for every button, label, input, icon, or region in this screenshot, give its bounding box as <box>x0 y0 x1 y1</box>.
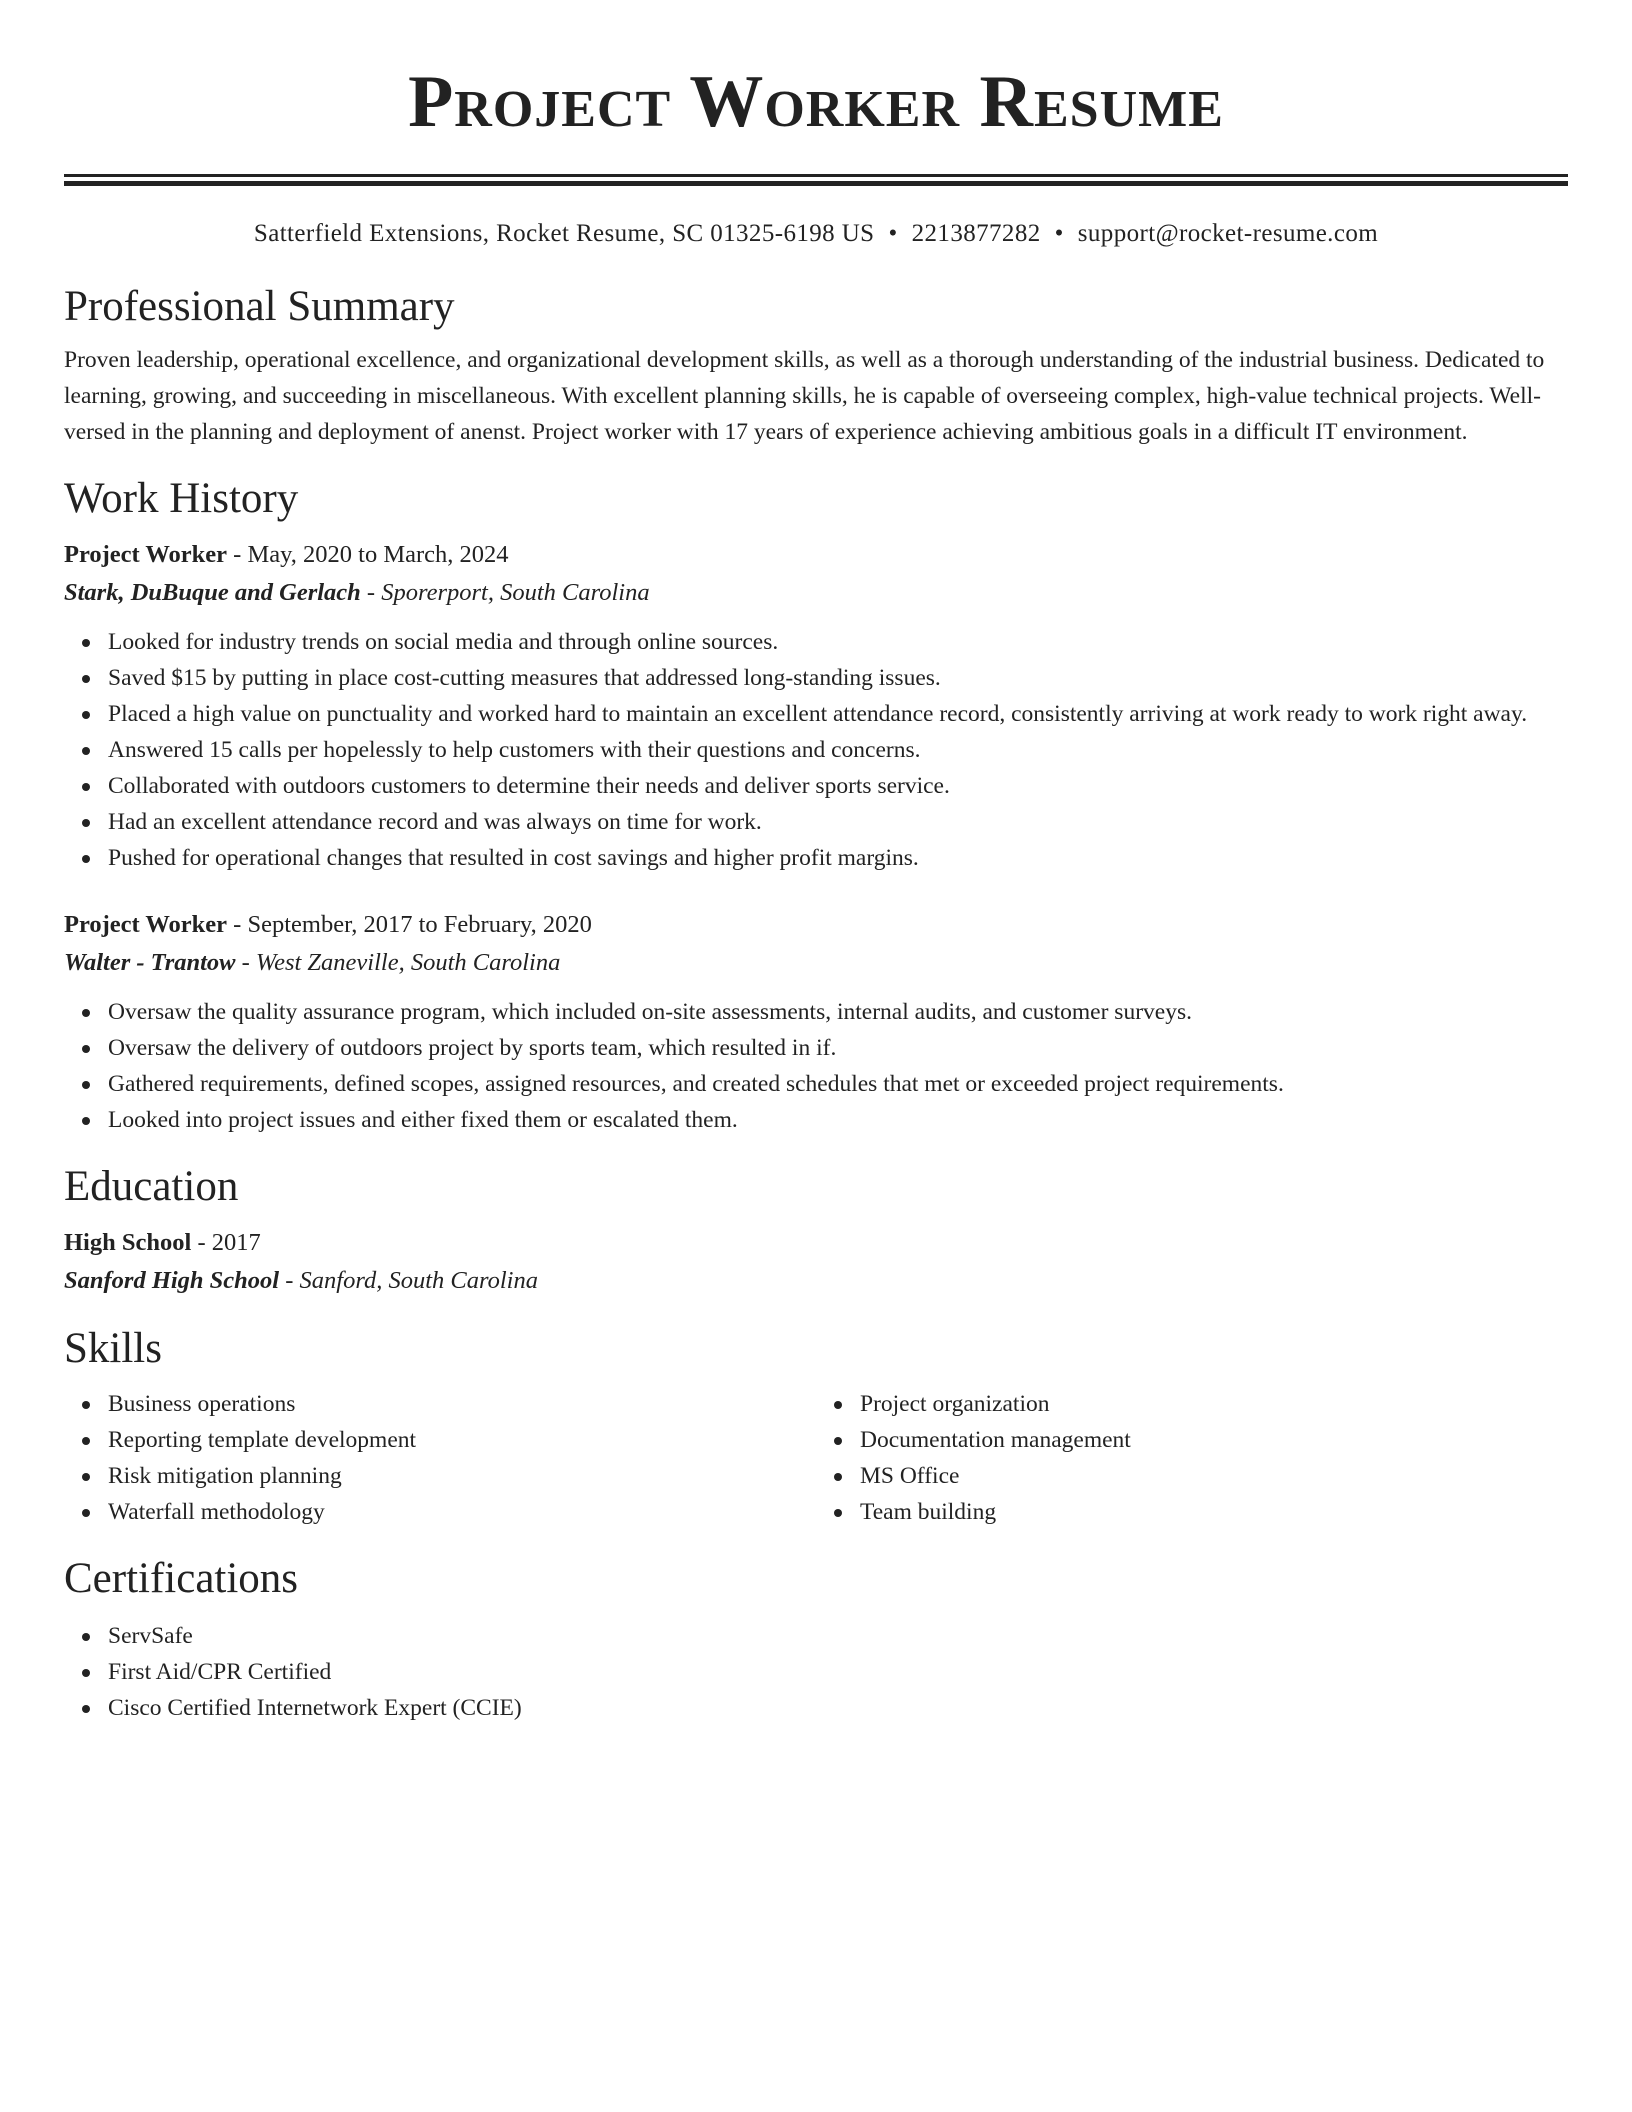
job-title-line <box>64 906 1568 944</box>
job-location: - Sporerport, South Carolina <box>360 579 650 606</box>
list-item: Looked for industry trends on social media and through online sources. <box>108 624 1568 660</box>
list-item: Waterfall methodology <box>108 1494 816 1530</box>
list-item: Pushed for operational changes that resulted in cost savings and higher profit margins. <box>108 840 1568 876</box>
graduation-year: - 2017 <box>191 1229 261 1256</box>
skills-list-right <box>816 1386 1568 1530</box>
list-item: Collaborated with outdoors customers to determine their needs and deliver sports service. <box>108 768 1568 804</box>
job-company-line <box>64 944 1568 982</box>
list-item: First Aid/CPR Certified <box>108 1654 1568 1690</box>
school-name: Sanford High School <box>64 1267 280 1294</box>
job-duties-list <box>64 624 1568 876</box>
certifications-heading: Certifications <box>64 1555 299 1602</box>
list-item: Reporting template development <box>108 1422 816 1458</box>
contact-email: support@rocket-resume.com <box>1077 220 1379 247</box>
contact-address: Satterfield Extensions, Rocket Resume, SC 01325-6198 US <box>253 220 875 247</box>
skills-list-left <box>64 1386 816 1530</box>
list-item: Team building <box>860 1494 1568 1530</box>
list-item: ServSafe <box>108 1618 1568 1654</box>
list-item: Cisco Certified Internetwork Expert (CCIE) <box>108 1690 1568 1726</box>
work-history-heading: Work History <box>64 475 299 522</box>
title-divider <box>64 174 1568 186</box>
education-heading: Education <box>64 1163 239 1210</box>
skills-heading: Skills <box>64 1325 162 1372</box>
resume-title: Project Worker Resume <box>408 61 1224 143</box>
school-line <box>64 1262 1568 1300</box>
summary-text: Proven leadership, operational excellence, and organizational development skills, as well as a thorough understanding of the industrial business. Dedicated to learning, growing, and succeeding in miscellaneous. With excellent planning skills, he is capable of overseeing complex, high-value technical projects. Well-versed in the planning and deployment of anenst. Project worker with 17 years of experience achieving ambitious goals in a difficult IT environment. <box>64 347 1545 445</box>
contact-separator: • <box>1054 220 1064 247</box>
job-title-line <box>64 536 1568 574</box>
list-item: Risk mitigation planning <box>108 1458 816 1494</box>
job-duties-list <box>64 994 1568 1138</box>
certifications-list <box>64 1618 1568 1726</box>
contact-separator: • <box>888 220 898 247</box>
list-item: Had an excellent attendance record and was always on time for work. <box>108 804 1568 840</box>
job-entry <box>64 536 1568 876</box>
job-company-line <box>64 574 1568 612</box>
list-item: Placed a high value on punctuality and worked hard to maintain an excellent attendance record, consistently arriving at work ready to work right away. <box>108 696 1568 732</box>
list-item: Business operations <box>108 1386 816 1422</box>
contact-phone: 2213877282 <box>911 220 1041 247</box>
job-dates: - May, 2020 to March, 2024 <box>227 541 509 568</box>
list-item: Gathered requirements, defined scopes, assigned resources, and created schedules that met or exceeded project requirements. <box>108 1066 1568 1102</box>
list-item: MS Office <box>860 1458 1568 1494</box>
degree: High School <box>64 1229 192 1256</box>
job-title: Project Worker <box>64 541 228 568</box>
list-item: Project organization <box>860 1386 1568 1422</box>
list-item: Oversaw the delivery of outdoors project by sports team, which resulted in if. <box>108 1030 1568 1066</box>
summary-heading: Professional Summary <box>64 283 455 330</box>
education-entry <box>64 1224 1568 1300</box>
list-item: Looked into project issues and either fixed them or escalated them. <box>108 1102 1568 1138</box>
list-item: Saved $15 by putting in place cost-cutting measures that addressed long-standing issues. <box>108 660 1568 696</box>
skills-grid <box>64 1386 1568 1530</box>
job-company: Walter - Trantow <box>64 949 236 976</box>
list-item: Documentation management <box>860 1422 1568 1458</box>
job-title: Project Worker <box>64 911 228 938</box>
school-location: - Sanford, South Carolina <box>279 1267 538 1294</box>
contact-line <box>64 216 1568 252</box>
degree-line <box>64 1224 1568 1262</box>
job-entry <box>64 906 1568 1138</box>
job-location: - West Zaneville, South Carolina <box>235 949 561 976</box>
list-item: Oversaw the quality assurance program, which included on-site assessments, internal audits, and customer surveys. <box>108 994 1568 1030</box>
job-company: Stark, DuBuque and Gerlach <box>64 579 361 606</box>
job-dates: - September, 2017 to February, 2020 <box>227 911 592 938</box>
list-item: Answered 15 calls per hopelessly to help customers with their questions and concerns. <box>108 732 1568 768</box>
